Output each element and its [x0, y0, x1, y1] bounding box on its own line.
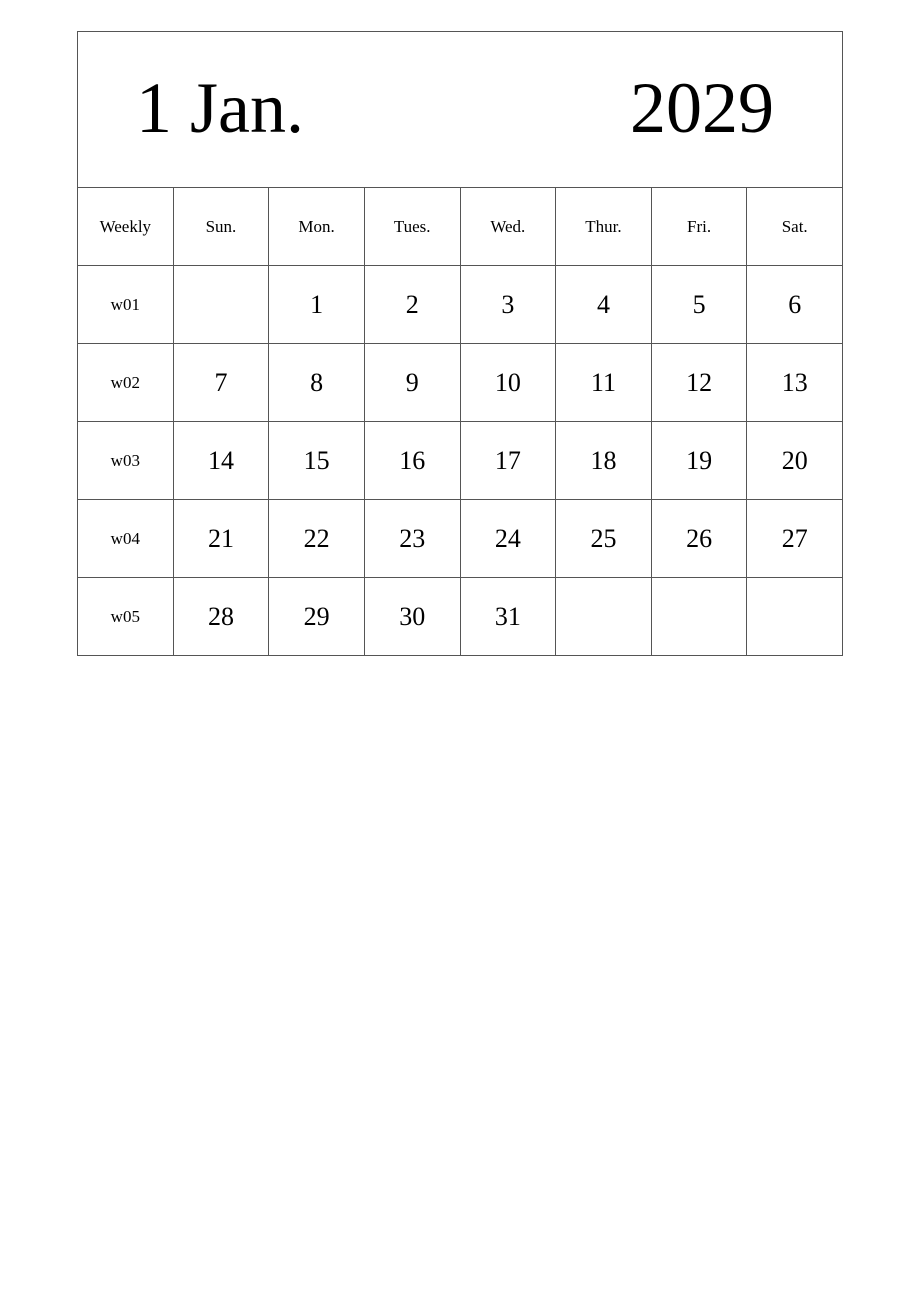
- day-cell: 17: [460, 422, 556, 500]
- title-cell: [78, 32, 843, 188]
- day-cell: 22: [269, 500, 365, 578]
- day-cell: 20: [747, 422, 843, 500]
- week-row: [78, 266, 843, 344]
- day-cell: [651, 578, 747, 656]
- week-label: w03: [78, 422, 174, 500]
- day-cell: 9: [364, 344, 460, 422]
- day-cell: 19: [651, 422, 747, 500]
- week-row: [78, 344, 843, 422]
- day-cell: 12: [651, 344, 747, 422]
- day-cell: 13: [747, 344, 843, 422]
- day-cell: 15: [269, 422, 365, 500]
- day-cell: 8: [269, 344, 365, 422]
- day-cell: 30: [364, 578, 460, 656]
- week-label: w01: [78, 266, 174, 344]
- day-cell: 25: [556, 500, 652, 578]
- day-cell: 7: [173, 344, 269, 422]
- header-mon: Mon.: [269, 188, 365, 266]
- day-cell: 31: [460, 578, 556, 656]
- week-label: w02: [78, 344, 174, 422]
- month-title: 1 Jan.: [136, 68, 304, 148]
- day-cell: 10: [460, 344, 556, 422]
- week-label: w04: [78, 500, 174, 578]
- day-cell: 1: [269, 266, 365, 344]
- week-label: w05: [78, 578, 174, 656]
- header-thu: Thur.: [556, 188, 652, 266]
- week-row: [78, 500, 843, 578]
- day-cell: 27: [747, 500, 843, 578]
- week-row: [78, 578, 843, 656]
- header-sun: Sun.: [173, 188, 269, 266]
- weekday-header-row: [78, 188, 843, 266]
- week-row: [78, 422, 843, 500]
- day-cell: [556, 578, 652, 656]
- day-cell: 6: [747, 266, 843, 344]
- day-cell: 29: [269, 578, 365, 656]
- day-cell: 26: [651, 500, 747, 578]
- day-cell: 28: [173, 578, 269, 656]
- day-cell: 14: [173, 422, 269, 500]
- header-wed: Wed.: [460, 188, 556, 266]
- day-cell: 4: [556, 266, 652, 344]
- day-cell: [173, 266, 269, 344]
- day-cell: 16: [364, 422, 460, 500]
- header-sat: Sat.: [747, 188, 843, 266]
- calendar-table: [77, 31, 843, 656]
- day-cell: 21: [173, 500, 269, 578]
- header-weekly: Weekly: [78, 188, 174, 266]
- day-cell: 3: [460, 266, 556, 344]
- day-cell: 24: [460, 500, 556, 578]
- header-fri: Fri.: [651, 188, 747, 266]
- year-title: 2029: [630, 68, 774, 148]
- header-tue: Tues.: [364, 188, 460, 266]
- day-cell: 23: [364, 500, 460, 578]
- day-cell: 2: [364, 266, 460, 344]
- day-cell: 18: [556, 422, 652, 500]
- day-cell: [747, 578, 843, 656]
- title-row: [78, 32, 843, 188]
- day-cell: 5: [651, 266, 747, 344]
- day-cell: 11: [556, 344, 652, 422]
